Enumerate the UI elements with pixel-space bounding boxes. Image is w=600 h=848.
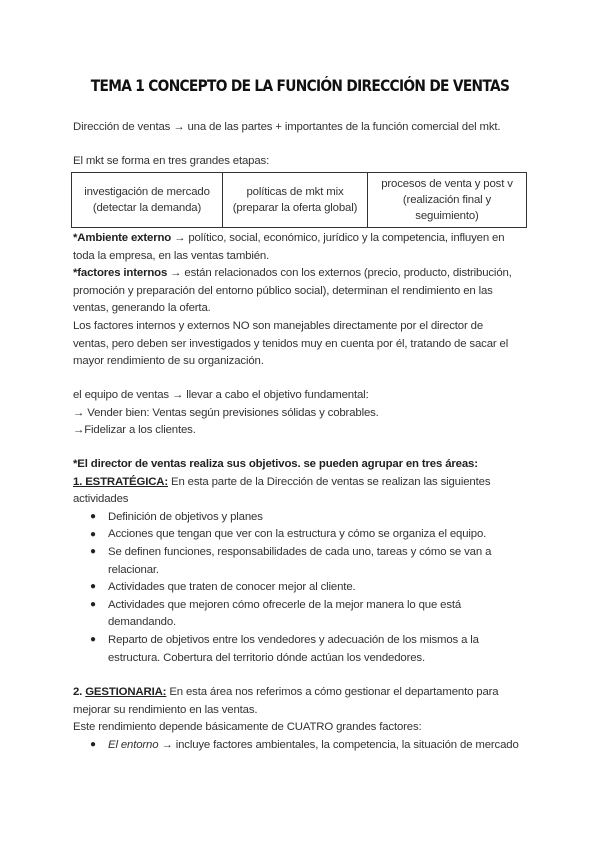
stage-cell bbox=[223, 173, 368, 228]
gestionaria-label: GESTIONARIA: bbox=[85, 686, 167, 698]
estrategica-label: 1. ESTRATÉGICA: bbox=[73, 475, 168, 488]
stage-line: (preparar la oferta global) bbox=[232, 202, 358, 214]
list-item: Reparto de objetivos entre los vendedores y adecuación de los mismos a la bbox=[108, 634, 479, 646]
factores-text: → están relacionados con los externos (precio, producto, distribución, bbox=[167, 267, 512, 280]
entorno-label: El entorno bbox=[108, 738, 159, 751]
stage-cell bbox=[72, 173, 223, 228]
gestionaria-num: 2. bbox=[73, 686, 86, 698]
bullet-dot: ● bbox=[90, 581, 97, 593]
intro-text: Dirección de ventas → una de las partes + importantes de la función comercial del mkt. bbox=[73, 121, 501, 133]
director-heading: *El director de ventas realiza sus objetivos. se pueden agrupar en tres áreas: bbox=[73, 458, 478, 470]
list-item-continuation: demandando. bbox=[108, 616, 177, 629]
list-item-continuation: relacionar. bbox=[108, 563, 159, 576]
equipo-line: el equipo de ventas → llevar a cabo el objetivo fundamental: bbox=[73, 389, 369, 401]
paragraph-line: mayor rendimiento de su organización. bbox=[73, 355, 264, 368]
list-item: Se definen funciones, responsabilidades de cada uno, tareas y cómo se van a bbox=[108, 546, 492, 558]
stage-line: investigación de mercado bbox=[84, 186, 210, 198]
ambiente-text: → político, social, económico, jurídico y la competencia, influyen en bbox=[171, 232, 505, 244]
entorno-text: → incluye factores ambientales, la competencia, la situación de mercado bbox=[158, 738, 519, 751]
stage-line: procesos de venta y post v bbox=[381, 178, 513, 190]
equipo-line: → Vender bien: Ventas según previsiones sólidas y cobrables. bbox=[73, 406, 379, 419]
bullet-dot: ● bbox=[90, 546, 97, 558]
ambiente-line bbox=[73, 230, 504, 248]
bullet-dot: ● bbox=[90, 511, 97, 522]
stage-line: políticas de mkt mix bbox=[246, 186, 344, 198]
gestionaria-text: En esta área nos referimos a cómo gestionar el departamento para bbox=[166, 686, 499, 698]
estrategica-line: actividades bbox=[73, 493, 129, 506]
bullet-dot: ● bbox=[90, 634, 97, 646]
stages-intro: El mkt se forma en tres grandes etapas: bbox=[73, 155, 270, 167]
stages-table bbox=[71, 172, 527, 228]
factores-line: ventas, generando la oferta. bbox=[73, 302, 211, 315]
ambiente-line: toda la empresa, en las ventas también. bbox=[73, 249, 270, 262]
equipo-line: →Fidelizar a los clientes. bbox=[73, 424, 196, 437]
stage-line: (realización final y seguimiento) bbox=[402, 194, 492, 222]
list-item: Definición de objetivos y planes bbox=[108, 510, 263, 523]
factores-label: *factores internos bbox=[73, 267, 168, 280]
stage-line: (detectar la demanda) bbox=[92, 202, 202, 214]
estrategica-text: En esta parte de la Dirección de ventas se realizan las siguientes bbox=[168, 475, 491, 488]
bullet-dot: ● bbox=[90, 739, 97, 750]
paragraph-line: ventas, pero deben ser investigados y tenidos muy en cuenta por él, tratando de sacar el bbox=[73, 337, 509, 350]
list-item: Acciones que tengan que ver con la estructura y cómo se organiza el equipo. bbox=[108, 528, 487, 541]
bullet-dot: ● bbox=[90, 599, 97, 610]
gestionaria-line: mejorar su rendimiento en las ventas. bbox=[73, 703, 258, 716]
bullet-dot: ● bbox=[90, 528, 97, 540]
estrategica-line bbox=[73, 474, 490, 492]
stage-cell bbox=[368, 173, 527, 228]
paragraph-line: Los factores internos y externos NO son manejables directamente por el director de bbox=[73, 320, 483, 332]
list-item bbox=[108, 737, 519, 755]
factores-line: promoción y preparación del entorno público social), determinan el rendimiento en las bbox=[73, 284, 493, 297]
list-item-continuation: estructura. Cobertura del territorio dónde actúan los vendedores. bbox=[108, 651, 425, 664]
gestionaria-line: Este rendimiento depende básicamente de CUATRO grandes factores: bbox=[73, 721, 422, 734]
page-title: TEMA 1 CONCEPTO DE LA FUNCIÓN DIRECCIÓN DE VENTAS bbox=[90, 76, 510, 95]
list-item: Actividades que traten de conocer mejor al cliente. bbox=[108, 581, 356, 594]
gestionaria-line bbox=[73, 684, 499, 702]
factores-line bbox=[73, 265, 512, 283]
ambiente-label: *Ambiente externo bbox=[73, 232, 172, 244]
list-item: Actividades que mejoren cómo ofrecerle de la mejor manera lo que está bbox=[108, 598, 462, 611]
